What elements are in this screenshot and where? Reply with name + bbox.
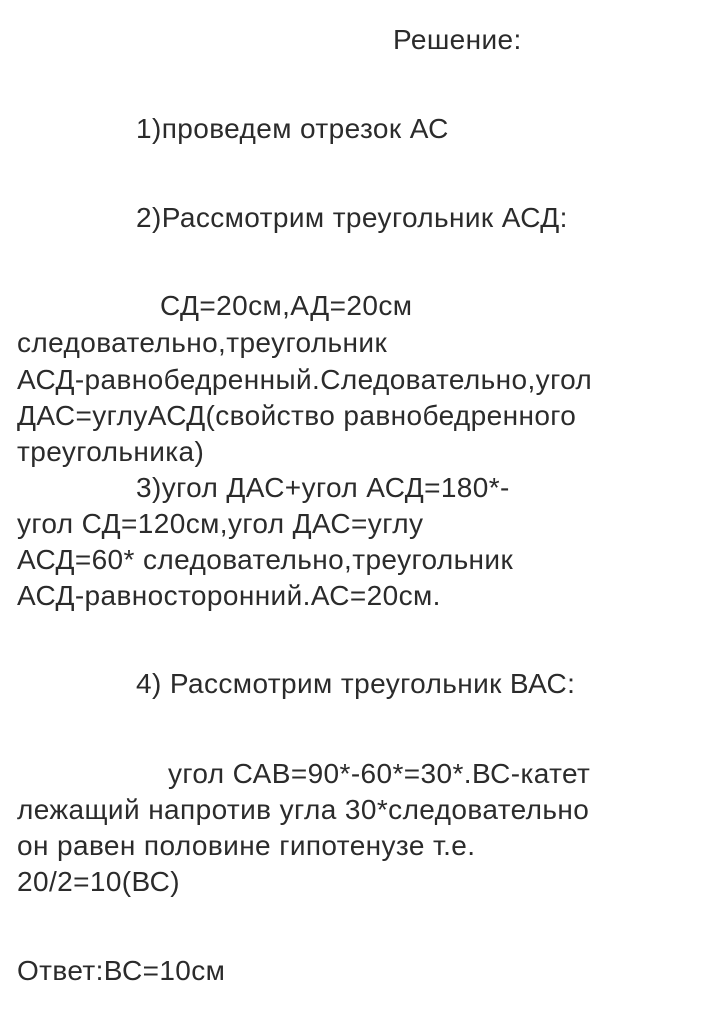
step-4-heading: 4) Рассмотрим треугольник ВАС:: [136, 668, 576, 699]
step-2-heading: 2)Рассмотрим треугольник АСД:: [136, 202, 568, 233]
step-3-line-4: АСД-равносторонний.АС=20см.: [17, 580, 441, 611]
step-1: 1)проведем отрезок АС: [136, 113, 449, 144]
step-4-line-4: 20/2=10(ВС): [17, 866, 181, 897]
step-2-line-2: следовательно,треугольник: [17, 327, 388, 358]
answer: Ответ:ВС=10см: [17, 955, 226, 986]
step-2-line-4: ДАС=углуАСД(свойство равнобедренного: [17, 400, 577, 431]
step-4-line-1: угол САВ=90*-60*=30*.ВС-катет: [168, 758, 591, 789]
step-3-line-1: 3)угол ДАС+угол АСД=180*-: [136, 472, 510, 503]
step-4-line-3: он равен половине гипотенузе т.е.: [17, 830, 476, 861]
solution-title: Решение:: [393, 24, 522, 55]
step-2-line-5: треугольника): [17, 436, 205, 467]
step-3-line-2: угол СД=120см,угол ДАС=углу: [17, 508, 424, 539]
step-3-line-3: АСД=60* следовательно,треугольник: [17, 544, 514, 575]
step-2-line-1: СД=20см,АД=20см: [160, 290, 413, 321]
step-4-line-2: лежащий напротив угла 30*следовательно: [17, 794, 590, 825]
step-2-line-3: АСД-равнобедренный.Следовательно,угол: [17, 364, 593, 395]
